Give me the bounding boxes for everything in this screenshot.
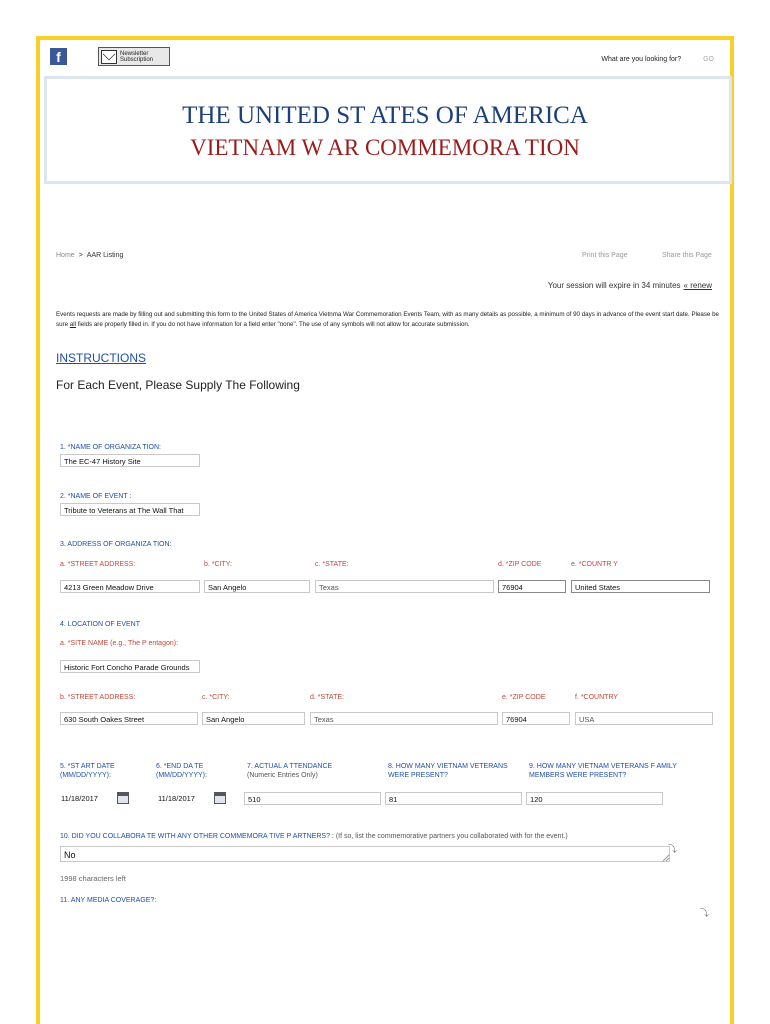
start-date-format: (MM/DD/YYYY):	[60, 772, 111, 779]
instructions-link[interactable]: INSTRUCTIONS	[56, 351, 146, 365]
org-zip-label: d. *ZIP CODE	[498, 561, 542, 568]
event-name-label: 2. *NAME OF EVENT :	[60, 493, 132, 500]
org-state-select[interactable]: Texas	[315, 580, 494, 593]
intro-part1: Events requests are made by filling out and submitting this form to the United States of America Vietnma War Commemoration Events Team, with as many details as possible, a minimum of 90 days in advance of the event start date. Please be sure	[56, 311, 719, 328]
veterans-sub: WERE PRESENT?	[388, 772, 448, 779]
loc-zip-label: e. *ZIP CODE	[502, 694, 546, 701]
end-date-format: (MM/DD/YYYY):	[156, 772, 207, 779]
spellcheck-icon-2[interactable]: ⤵	[700, 908, 710, 918]
veterans-label	[388, 762, 508, 780]
end-date-calendar-icon[interactable]	[214, 792, 226, 804]
breadcrumb	[56, 252, 123, 259]
loc-country-input[interactable]: USA	[575, 712, 713, 725]
attendance-input[interactable]: 510	[244, 792, 381, 805]
site-name-input[interactable]: Historic Fort Concho Parade Grounds	[60, 660, 200, 673]
collaborate-label	[60, 832, 568, 841]
family-sub: MEMBERS WERE PRESENT?	[529, 772, 627, 779]
org-street-label: a. *STREET ADDRESS:	[60, 561, 136, 568]
loc-street-input[interactable]: 630 South Oakes Street	[60, 712, 198, 725]
org-city-label: b. *CITY:	[204, 561, 233, 568]
org-address-label: 3. ADDRESS OF ORGANIZA TION:	[60, 541, 172, 548]
intro-all: all	[69, 321, 76, 328]
veterans-input[interactable]: 81	[385, 792, 522, 805]
site-header	[44, 76, 732, 184]
envelope-icon	[101, 50, 117, 64]
org-name-input[interactable]: The EC-47 History Site	[60, 454, 200, 467]
spellcheck-icon[interactable]: ⤵	[668, 844, 678, 854]
site-name-label: a. *SITE NAME (e.g., The P entagon):	[60, 640, 179, 647]
org-zip-input[interactable]: 76904	[498, 580, 566, 593]
veterans-title: 8. HOW MANY VIETNAM VETERANS	[388, 763, 508, 770]
session-notice	[548, 281, 712, 290]
org-city-input[interactable]: San Angelo	[204, 580, 310, 593]
location-label: 4. LOCATION OF EVENT	[60, 621, 140, 628]
org-street-input[interactable]: 4213 Green Meadow Drive	[60, 580, 200, 593]
start-date-calendar-icon[interactable]	[117, 792, 129, 804]
loc-street-label: b. *STREET ADDRESS:	[60, 694, 136, 701]
search-input[interactable]: What are you looking for?	[601, 56, 682, 63]
renew-link[interactable]: « renew	[683, 281, 712, 290]
family-title: 9. HOW MANY VIETNAM VETERANS F AMILY	[529, 763, 677, 770]
loc-country-label: f. *COUNTRY	[575, 694, 619, 701]
breadcrumb-separator: >	[78, 252, 83, 259]
start-date-title: 5. *ST ART DATE	[60, 763, 115, 770]
end-date-input[interactable]: 11/18/2017	[154, 791, 212, 804]
share-page-link[interactable]: Share this Page	[662, 252, 712, 259]
loc-city-input[interactable]: San Angelo	[202, 712, 305, 725]
loc-city-label: c. *CITY:	[202, 694, 230, 701]
end-date-title: 6. *END DA TE	[156, 763, 204, 770]
newsletter-label: Newsletter Subscription	[120, 50, 154, 63]
collaborate-title: 10. DID YOU COLLABORA TE WITH ANY OTHER COMMEMORA TIVE P ARTNERS? :	[60, 833, 334, 840]
org-country-label: e. *COUNTR Y	[571, 561, 618, 568]
media-label: 11. ANY MEDIA COVERAGE?:	[60, 897, 157, 904]
chars-left: 1998 characters left	[60, 874, 126, 883]
end-date-label	[156, 762, 207, 780]
header-title-line1: THE UNITED ST ATES OF AMERICA	[182, 102, 588, 129]
attendance-title: 7. ACTUAL A TTENDANCE	[247, 763, 333, 770]
section-heading: For Each Event, Please Supply The Following	[56, 378, 300, 392]
start-date-input[interactable]: 11/18/2017	[57, 791, 115, 804]
org-name-label: 1. *NAME OF ORGANIZA TION:	[60, 444, 161, 451]
collaborate-textarea[interactable]: No	[60, 846, 670, 862]
print-page-link[interactable]: Print this Page	[582, 252, 628, 259]
family-label	[529, 762, 677, 780]
intro-text	[56, 310, 722, 330]
facebook-icon[interactable]: f	[50, 48, 67, 65]
search-bar[interactable]	[601, 56, 714, 63]
breadcrumb-home[interactable]: Home	[56, 252, 75, 259]
collaborate-hint: (If so, list the commemorative partners you collaborated with for the event.)	[335, 833, 568, 840]
header-title-line2: VIETNAM W AR COMMEMORA TION	[190, 135, 580, 160]
breadcrumb-current: AAR Listing	[86, 252, 124, 259]
attendance-label	[247, 762, 332, 780]
intro-part2: fields are properly filled in. If you do not have information for a field enter "none". The use of any symbols will not allow for accurate submission.	[75, 321, 470, 328]
org-state-label: c. *STATE:	[315, 561, 349, 568]
event-name-input[interactable]: Tribute to Veterans at The Wall That	[60, 503, 200, 516]
loc-state-label: d. *STATE:	[310, 694, 344, 701]
loc-zip-input[interactable]: 76904	[502, 712, 570, 725]
family-input[interactable]: 120	[526, 792, 663, 805]
attendance-hint: (Numeric Entries Only)	[247, 772, 318, 779]
session-text: Your session will expire in 34 minutes	[547, 281, 681, 290]
loc-state-select[interactable]: Texas	[310, 712, 498, 725]
start-date-label	[60, 762, 115, 780]
page-frame	[36, 36, 734, 1024]
go-button[interactable]: GO	[703, 56, 714, 63]
resize-grip-icon[interactable]	[662, 854, 670, 862]
org-country-input[interactable]: United States	[571, 580, 710, 593]
newsletter-button[interactable]	[98, 47, 170, 66]
